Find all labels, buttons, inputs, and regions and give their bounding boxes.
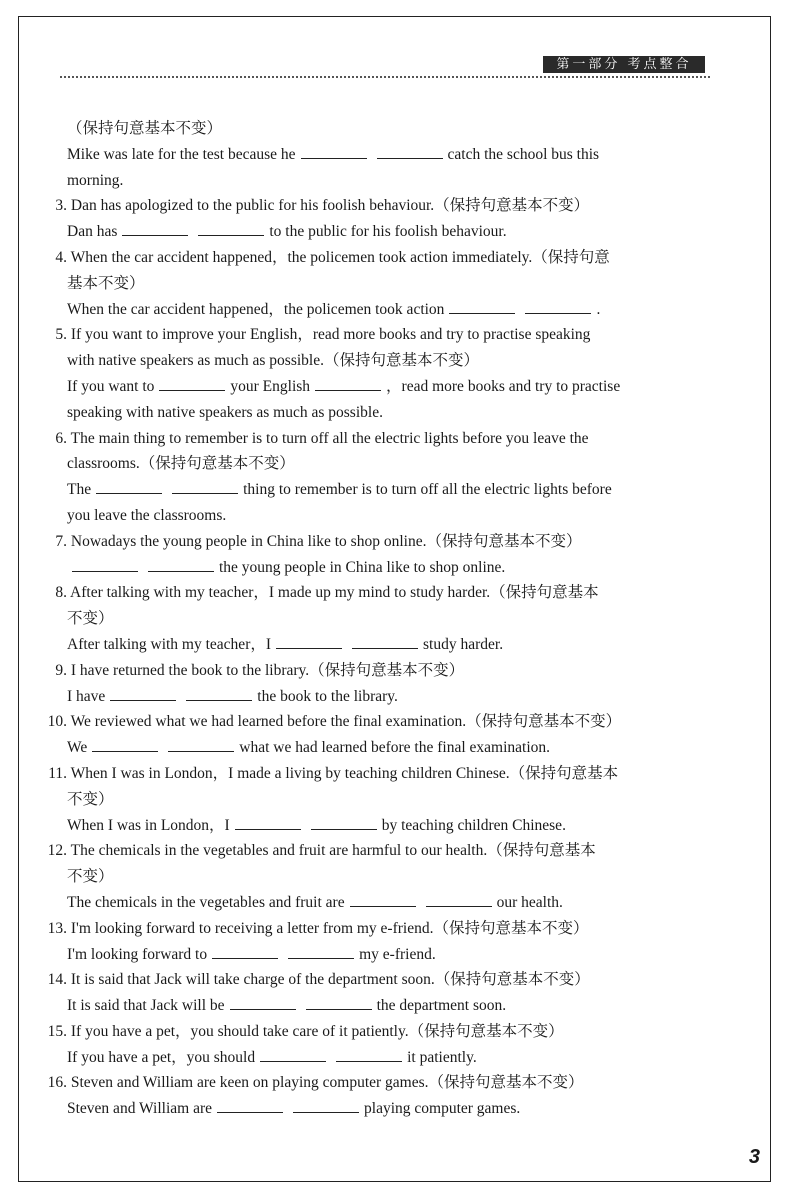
page-number: 3 <box>748 1146 760 1168</box>
question-continuation-line <box>42 219 732 245</box>
line-text: We reviewed what we had learned before the final examination.（保持句意基本不变） <box>70 713 622 731</box>
line-text-after-blank: our health. <box>496 893 563 911</box>
question-continuation-line <box>42 400 732 426</box>
question-continuation-line <box>42 451 732 477</box>
question-line <box>42 761 732 787</box>
question-continuation-line <box>42 632 732 658</box>
question-number: 3. <box>55 197 67 215</box>
question-continuation-line <box>42 168 732 194</box>
question-line <box>42 967 732 993</box>
answer-blank[interactable] <box>288 944 354 959</box>
question-line <box>42 916 732 942</box>
answer-blank[interactable] <box>352 634 418 649</box>
answer-blank[interactable] <box>315 376 381 391</box>
question-continuation-line <box>42 477 732 503</box>
line-text: morning. <box>67 171 124 189</box>
line-text: After talking with my teacher，I made up my mind to study harder.（保持句意基本 <box>70 584 599 602</box>
line-text-after-blank: by teaching children Chinese. <box>381 816 566 834</box>
line-text: 不变） <box>67 790 114 808</box>
question-line <box>42 1019 732 1045</box>
line-text: If you have a pet，you should <box>67 1048 256 1066</box>
answer-blank[interactable] <box>122 221 188 236</box>
answer-blank[interactable] <box>148 557 214 572</box>
question-number: 14. <box>47 971 67 989</box>
question-line <box>42 529 732 555</box>
question-line <box>42 838 732 864</box>
question-continuation-line <box>42 735 732 761</box>
question-continuation-line <box>42 1045 732 1071</box>
line-text-after-blank: playing computer games. <box>364 1100 521 1118</box>
question-continuation-line <box>42 555 732 581</box>
question-line <box>42 426 732 452</box>
question-continuation-line <box>42 1096 732 1122</box>
line-text-after-blank: ，read more books and try to practise <box>386 377 621 395</box>
question-number: 10. <box>47 713 67 731</box>
question-number: 7. <box>55 532 67 550</box>
line-text: If you want to improve your English，read more books and try to practise speaking <box>70 326 591 344</box>
answer-blank[interactable] <box>212 944 278 959</box>
line-text-after-blank: it patiently. <box>407 1048 477 1066</box>
question-continuation-line <box>42 864 732 890</box>
line-text-after-blank: thing to remember is to turn off all the electric lights before <box>243 481 612 499</box>
line-text: When the car accident happened，the policemen took action immediately.（保持句意 <box>70 248 610 266</box>
question-number: 13. <box>47 919 67 937</box>
line-text: classrooms.（保持句意基本不变） <box>67 455 295 473</box>
line-text: Dan has apologized to the public for his foolish behaviour.（保持句意基本不变） <box>70 197 590 215</box>
answer-blank[interactable] <box>159 376 225 391</box>
line-text: I'm looking forward to receiving a letter from my e-friend.（保持句意基本不变） <box>70 919 589 937</box>
answer-blank[interactable] <box>293 1098 359 1113</box>
line-text-after-blank: to the public for his foolish behaviour. <box>269 223 507 241</box>
question-line <box>42 322 732 348</box>
line-text: If you want to <box>67 377 155 395</box>
answer-blank[interactable] <box>377 144 443 159</box>
question-continuation-line <box>42 813 732 839</box>
answer-blank[interactable] <box>230 995 296 1010</box>
question-number: 15. <box>47 1022 67 1040</box>
answer-blank[interactable] <box>426 892 492 907</box>
line-text: 不变） <box>67 868 114 886</box>
question-continuation-line <box>42 606 732 632</box>
line-text: If you have a pet，you should take care of it patiently.（保持句意基本不变） <box>70 1022 564 1040</box>
question-continuation-line <box>42 297 732 323</box>
section-header: 第一部分 考点整合 <box>543 56 705 73</box>
line-text: After talking with my teacher，I <box>67 635 272 653</box>
answer-blank[interactable] <box>449 299 515 314</box>
answer-blank[interactable] <box>350 892 416 907</box>
line-text: The chemicals in the vegetables and fruit are <box>67 893 345 911</box>
line-text: （保持句意基本不变） <box>67 120 223 137</box>
question-continuation-line <box>42 374 732 400</box>
line-text-after-blank: study harder. <box>423 635 504 653</box>
line-text-after-blank: my e-friend. <box>359 945 436 963</box>
answer-blank[interactable] <box>92 737 158 752</box>
line-text-after-blank: what we had learned before the final examination. <box>239 739 551 757</box>
question-continuation-line <box>42 993 732 1019</box>
line-text: you leave the classrooms. <box>67 506 227 524</box>
question-number: 9. <box>55 661 67 679</box>
line-text-mid: your English <box>230 377 311 395</box>
question-line <box>42 580 732 606</box>
answer-blank[interactable] <box>186 686 252 701</box>
question-line <box>42 245 732 271</box>
answer-blank[interactable] <box>525 299 591 314</box>
line-text-after-blank: the young people in China like to shop online. <box>219 558 506 576</box>
answer-blank[interactable] <box>110 686 176 701</box>
question-number: 16. <box>47 1074 67 1092</box>
line-text: It is said that Jack will take charge of the department soon.（保持句意基本不变） <box>70 971 590 989</box>
question-continuation-line <box>42 142 732 168</box>
question-line <box>42 709 732 735</box>
line-text: I'm looking forward to <box>67 945 208 963</box>
answer-blank[interactable] <box>96 479 162 494</box>
answer-blank[interactable] <box>168 737 234 752</box>
question-continuation-line <box>42 116 732 142</box>
line-text: Steven and William are keen on playing computer games.（保持句意基本不变） <box>70 1074 584 1092</box>
line-text: When I was in London，I made a living by teaching children Chinese.（保持句意基本 <box>70 764 619 782</box>
line-text: The chemicals in the vegetables and fruit are harmful to our health.（保持句意基本 <box>70 842 596 860</box>
line-text-after-blank: catch the school bus this <box>447 145 600 163</box>
line-text-after-blank: the book to the library. <box>257 687 398 705</box>
question-continuation-line <box>42 787 732 813</box>
exercise-content <box>42 116 732 1122</box>
answer-blank[interactable] <box>235 815 301 830</box>
answer-blank[interactable] <box>276 634 342 649</box>
question-number: 12. <box>47 842 67 860</box>
line-text: We <box>67 739 88 757</box>
line-text: 基本不变） <box>67 274 145 292</box>
question-line <box>42 658 732 684</box>
answer-blank[interactable] <box>336 1047 402 1062</box>
question-number: 11. <box>48 764 67 782</box>
question-line <box>42 1070 732 1096</box>
line-text-after-blank: the department soon. <box>376 997 507 1015</box>
answer-blank[interactable] <box>311 815 377 830</box>
question-number: 5. <box>55 326 67 344</box>
answer-blank[interactable] <box>260 1047 326 1062</box>
line-text: It is said that Jack will be <box>67 997 225 1015</box>
line-text: When I was in London，I <box>67 816 230 834</box>
question-number: 4. <box>55 248 67 266</box>
line-text: Steven and William are <box>67 1100 213 1118</box>
question-continuation-line <box>42 890 732 916</box>
answer-blank[interactable] <box>301 144 367 159</box>
line-text: I have returned the book to the library.（保持句意基本不变） <box>70 661 465 679</box>
line-text: speaking with native speakers as much as possible. <box>67 403 383 421</box>
question-continuation-line <box>42 503 732 529</box>
question-number: 6. <box>55 429 67 447</box>
question-continuation-line <box>42 348 732 374</box>
line-text: I have <box>67 687 106 705</box>
line-text: Nowadays the young people in China like to shop online.（保持句意基本不变） <box>70 532 582 550</box>
line-text: When the car accident happened，the policemen took action <box>67 300 445 318</box>
answer-blank[interactable] <box>172 479 238 494</box>
question-number: 8. <box>55 584 67 602</box>
question-continuation-line <box>42 942 732 968</box>
question-line <box>42 193 732 219</box>
line-text: The main thing to remember is to turn off all the electric lights before you leave the <box>70 429 589 447</box>
answer-blank[interactable] <box>217 1098 283 1113</box>
line-text: Mike was late for the test because he <box>67 145 296 163</box>
question-continuation-line <box>42 684 732 710</box>
line-text: with native speakers as much as possible.（保持句意基本不变） <box>67 352 479 370</box>
line-text: The <box>67 481 92 499</box>
question-continuation-line <box>42 271 732 297</box>
answer-blank[interactable] <box>198 221 264 236</box>
answer-blank[interactable] <box>72 557 138 572</box>
header-divider <box>60 76 710 78</box>
line-text: 不变） <box>67 610 114 628</box>
line-text: Dan has <box>67 223 118 241</box>
line-text-after-blank: . <box>596 300 601 318</box>
answer-blank[interactable] <box>306 995 372 1010</box>
